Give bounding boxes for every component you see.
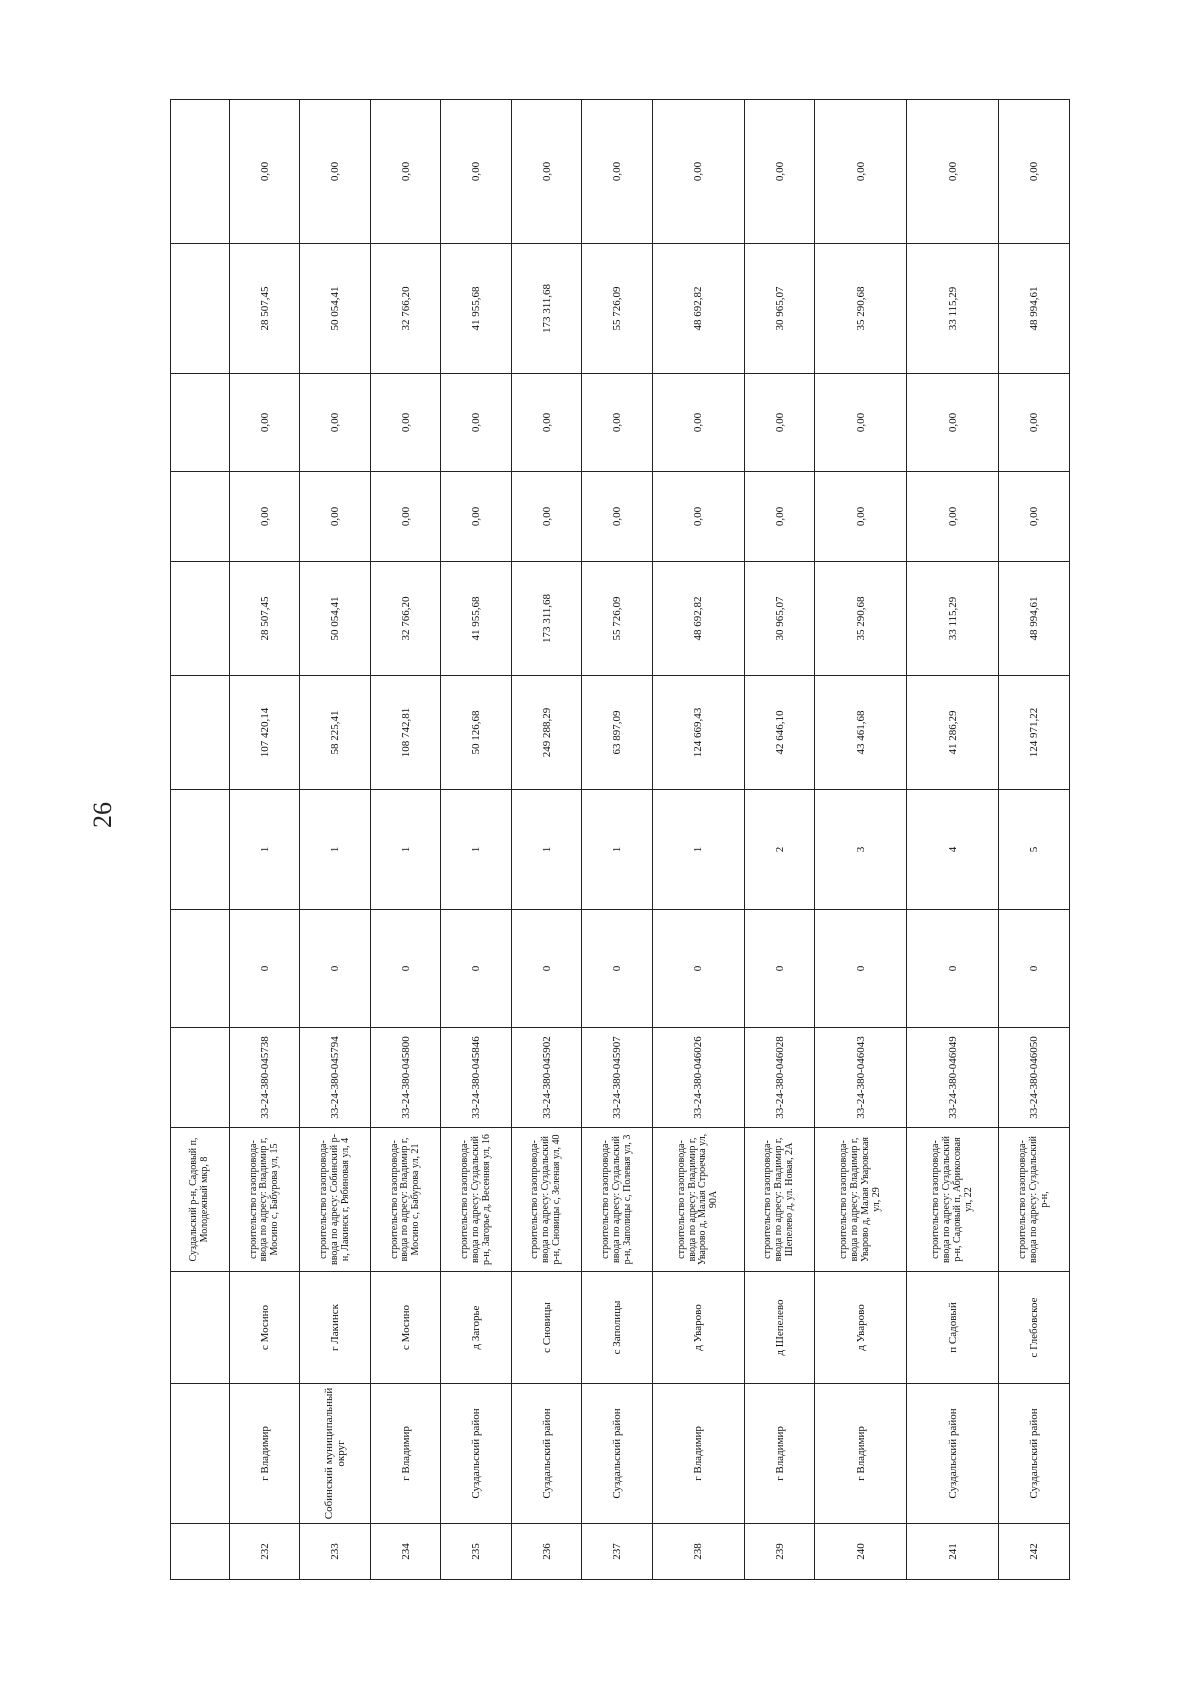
gas-pipeline-table <box>170 99 1070 1580</box>
cell-v4: 0,00 <box>815 374 907 472</box>
cell-v2: 28 507,45 <box>230 562 300 676</box>
cell-v1: 50 126,68 <box>441 676 511 790</box>
cell-address: строительство газопровода-ввода по адресу: Суздальский р-н, Загорье д, Весенняя ул, 16 <box>441 1128 511 1272</box>
table-row <box>582 100 652 1580</box>
cell-cadastral <box>171 1028 230 1128</box>
cell-locality: д Уварово <box>652 1272 744 1384</box>
cell-address: строительство газопровода-ввода по адресу: Суздальский р-н, Садовый п, Абрикосовая ул, 22 <box>907 1128 999 1272</box>
cell-cadastral: 33-24-380-045902 <box>511 1028 581 1128</box>
cell-c2: 1 <box>582 790 652 910</box>
cell-district: г Владимир <box>230 1384 300 1524</box>
cell-num: 235 <box>441 1524 511 1580</box>
cell-v3: 0,00 <box>907 472 999 562</box>
table-row <box>815 100 907 1580</box>
cell-num: 242 <box>999 1524 1070 1580</box>
cell-num: 241 <box>907 1524 999 1580</box>
cell-v1: 63 897,09 <box>582 676 652 790</box>
cell-c2: 1 <box>230 790 300 910</box>
cell-v5: 48 692,82 <box>652 244 744 374</box>
cell-v6: 0,00 <box>815 100 907 244</box>
cell-locality: с Глебовское <box>999 1272 1070 1384</box>
table-row <box>744 100 814 1580</box>
cell-v5: 173 311,68 <box>511 244 581 374</box>
cell-c2: 1 <box>652 790 744 910</box>
cell-v4: 0,00 <box>582 374 652 472</box>
cell-c1: 0 <box>370 910 440 1028</box>
cell-locality: г Лакинск <box>300 1272 370 1384</box>
cell-v6: 0,00 <box>300 100 370 244</box>
cell-cadastral: 33-24-380-046050 <box>999 1028 1070 1128</box>
table-row <box>652 100 744 1580</box>
cell-v2 <box>171 562 230 676</box>
cell-cadastral: 33-24-380-046028 <box>744 1028 814 1128</box>
cell-address: строительство газопровода-ввода по адресу: Владимир г, Мосино с, Бабурова ул, 21 <box>370 1128 440 1272</box>
cell-c1: 0 <box>744 910 814 1028</box>
cell-c1: 0 <box>441 910 511 1028</box>
table-row-carryover <box>171 100 230 1580</box>
cell-address: строительство газопровода-ввода по адресу: Владимир г, Уварово д, Малая Строечка ул, 90А <box>652 1128 744 1272</box>
cell-cadastral: 33-24-380-045800 <box>370 1028 440 1128</box>
cell-address: строительство газопровода-ввода по адресу: Собинский р-н, Лакинск г, Рябиновая ул, 4 <box>300 1128 370 1272</box>
cell-v5: 28 507,45 <box>230 244 300 374</box>
cell-address: строительство газопровода-ввода по адресу: Суздальский р-н, Заполицы с, Полевая ул, 3 <box>582 1128 652 1272</box>
cell-v3: 0,00 <box>300 472 370 562</box>
cell-v3: 0,00 <box>511 472 581 562</box>
cell-locality: с Мосино <box>370 1272 440 1384</box>
cell-district: Суздальский район <box>511 1384 581 1524</box>
cell-c1: 0 <box>511 910 581 1028</box>
table-row <box>230 100 300 1580</box>
cell-c2: 1 <box>441 790 511 910</box>
cell-v5: 50 054,41 <box>300 244 370 374</box>
cell-num: 232 <box>230 1524 300 1580</box>
cell-v6: 0,00 <box>230 100 300 244</box>
cell-c2: 1 <box>300 790 370 910</box>
table-row <box>300 100 370 1580</box>
cell-v4: 0,00 <box>511 374 581 472</box>
cell-cadastral: 33-24-380-045846 <box>441 1028 511 1128</box>
cell-district: г Владимир <box>652 1384 744 1524</box>
cell-v3 <box>171 472 230 562</box>
cell-v1: 124 669,43 <box>652 676 744 790</box>
cell-v3: 0,00 <box>230 472 300 562</box>
cell-c1: 0 <box>230 910 300 1028</box>
cell-v1: 249 288,29 <box>511 676 581 790</box>
cell-num: 233 <box>300 1524 370 1580</box>
cell-c2: 3 <box>815 790 907 910</box>
table-row <box>999 100 1070 1580</box>
cell-v2: 48 994,61 <box>999 562 1070 676</box>
cell-v4: 0,00 <box>230 374 300 472</box>
cell-v5: 33 115,29 <box>907 244 999 374</box>
cell-c2: 1 <box>370 790 440 910</box>
cell-v6: 0,00 <box>744 100 814 244</box>
cell-v5: 55 726,09 <box>582 244 652 374</box>
cell-v4: 0,00 <box>907 374 999 472</box>
cell-address: Суздальский р-н, Садовый п, Молодежный мкр, 8 <box>171 1128 230 1272</box>
cell-locality: п Садовый <box>907 1272 999 1384</box>
cell-cadastral: 33-24-380-045794 <box>300 1028 370 1128</box>
cell-address: строительство газопровода-ввода по адресу: Суздальский р-н, <box>999 1128 1070 1272</box>
cell-v4: 0,00 <box>300 374 370 472</box>
cell-v1: 124 971,22 <box>999 676 1070 790</box>
cell-cadastral: 33-24-380-045738 <box>230 1028 300 1128</box>
cell-num: 240 <box>815 1524 907 1580</box>
cell-v4: 0,00 <box>370 374 440 472</box>
cell-cadastral: 33-24-380-046049 <box>907 1028 999 1128</box>
cell-v2: 173 311,68 <box>511 562 581 676</box>
cell-v4: 0,00 <box>999 374 1070 472</box>
cell-v4: 0,00 <box>744 374 814 472</box>
cell-v1: 42 646,10 <box>744 676 814 790</box>
cell-c2: 2 <box>744 790 814 910</box>
cell-v3: 0,00 <box>815 472 907 562</box>
cell-cadastral: 33-24-380-045907 <box>582 1028 652 1128</box>
cell-district: г Владимир <box>370 1384 440 1524</box>
cell-num: 234 <box>370 1524 440 1580</box>
cell-v5: 41 955,68 <box>441 244 511 374</box>
cell-v3: 0,00 <box>999 472 1070 562</box>
cell-v3: 0,00 <box>744 472 814 562</box>
table-row <box>441 100 511 1580</box>
cell-c1: 0 <box>300 910 370 1028</box>
cell-locality: д Шепелево <box>744 1272 814 1384</box>
cell-c2: 4 <box>907 790 999 910</box>
cell-v1 <box>171 676 230 790</box>
cell-v3: 0,00 <box>582 472 652 562</box>
cell-v1: 41 286,29 <box>907 676 999 790</box>
cell-v6: 0,00 <box>511 100 581 244</box>
cell-locality: с Заполицы <box>582 1272 652 1384</box>
cell-v2: 33 115,29 <box>907 562 999 676</box>
cell-v5: 35 290,68 <box>815 244 907 374</box>
cell-locality: д Загорье <box>441 1272 511 1384</box>
cell-c2: 5 <box>999 790 1070 910</box>
cell-district: Собинский муниципальный округ <box>300 1384 370 1524</box>
cell-address: строительство газопровода-ввода по адресу: Владимир г, Уварово д, Малая Уваровская ул, 29 <box>815 1128 907 1272</box>
rotated-table-wrapper <box>170 100 1070 1580</box>
cell-v2: 41 955,68 <box>441 562 511 676</box>
cell-v4 <box>171 374 230 472</box>
table-row <box>907 100 999 1580</box>
cell-v2: 35 290,68 <box>815 562 907 676</box>
cell-num: 237 <box>582 1524 652 1580</box>
cell-district: г Владимир <box>815 1384 907 1524</box>
cell-v6: 0,00 <box>582 100 652 244</box>
cell-v6: 0,00 <box>370 100 440 244</box>
cell-v2: 48 692,82 <box>652 562 744 676</box>
cell-num: 236 <box>511 1524 581 1580</box>
cell-c1: 0 <box>652 910 744 1028</box>
cell-v3: 0,00 <box>370 472 440 562</box>
table-row <box>511 100 581 1580</box>
cell-v6: 0,00 <box>999 100 1070 244</box>
cell-c2: 1 <box>511 790 581 910</box>
page-number: 26 <box>88 802 117 828</box>
cell-v2: 30 965,07 <box>744 562 814 676</box>
cell-address: строительство газопровода-ввода по адресу: Владимир г, Шепелево д, ул. Новая, 2А <box>744 1128 814 1272</box>
cell-c1: 0 <box>582 910 652 1028</box>
cell-v6: 0,00 <box>652 100 744 244</box>
cell-v3: 0,00 <box>441 472 511 562</box>
cell-v1: 58 225,41 <box>300 676 370 790</box>
cell-v2: 55 726,09 <box>582 562 652 676</box>
cell-v4: 0,00 <box>652 374 744 472</box>
cell-v2: 32 766,20 <box>370 562 440 676</box>
cell-locality: с Сновицы <box>511 1272 581 1384</box>
cell-v5: 30 965,07 <box>744 244 814 374</box>
cell-district <box>171 1384 230 1524</box>
cell-num: 238 <box>652 1524 744 1580</box>
cell-c1: 0 <box>999 910 1070 1028</box>
cell-v1: 107 420,14 <box>230 676 300 790</box>
cell-num: 239 <box>744 1524 814 1580</box>
table-row <box>370 100 440 1580</box>
cell-district: Суздальский район <box>999 1384 1070 1524</box>
cell-c2 <box>171 790 230 910</box>
cell-v6: 0,00 <box>441 100 511 244</box>
cell-v6: 0,00 <box>907 100 999 244</box>
cell-locality <box>171 1272 230 1384</box>
cell-district: Суздальский район <box>441 1384 511 1524</box>
cell-v2: 50 054,41 <box>300 562 370 676</box>
cell-v1: 108 742,81 <box>370 676 440 790</box>
cell-v3: 0,00 <box>652 472 744 562</box>
cell-district: Суздальский район <box>907 1384 999 1524</box>
cell-c1: 0 <box>815 910 907 1028</box>
cell-c1: 0 <box>907 910 999 1028</box>
cell-district: г Владимир <box>744 1384 814 1524</box>
cell-v5: 48 994,61 <box>999 244 1070 374</box>
cell-district: Суздальский район <box>582 1384 652 1524</box>
cell-c1 <box>171 910 230 1028</box>
cell-v4: 0,00 <box>441 374 511 472</box>
cell-cadastral: 33-24-380-046043 <box>815 1028 907 1128</box>
cell-cadastral: 33-24-380-046026 <box>652 1028 744 1128</box>
cell-v6 <box>171 100 230 244</box>
cell-locality: с Мосино <box>230 1272 300 1384</box>
cell-v5: 32 766,20 <box>370 244 440 374</box>
cell-address: строительство газопровода-ввода по адресу: Владимир г, Мосино с, Бабурова ул, 15 <box>230 1128 300 1272</box>
cell-v5 <box>171 244 230 374</box>
cell-address: строительство газопровода-ввода по адресу: Суздальский р-н, Сновицы с, Зеленая ул, 40 <box>511 1128 581 1272</box>
cell-num <box>171 1524 230 1580</box>
cell-locality: д Уварово <box>815 1272 907 1384</box>
cell-v1: 43 461,68 <box>815 676 907 790</box>
